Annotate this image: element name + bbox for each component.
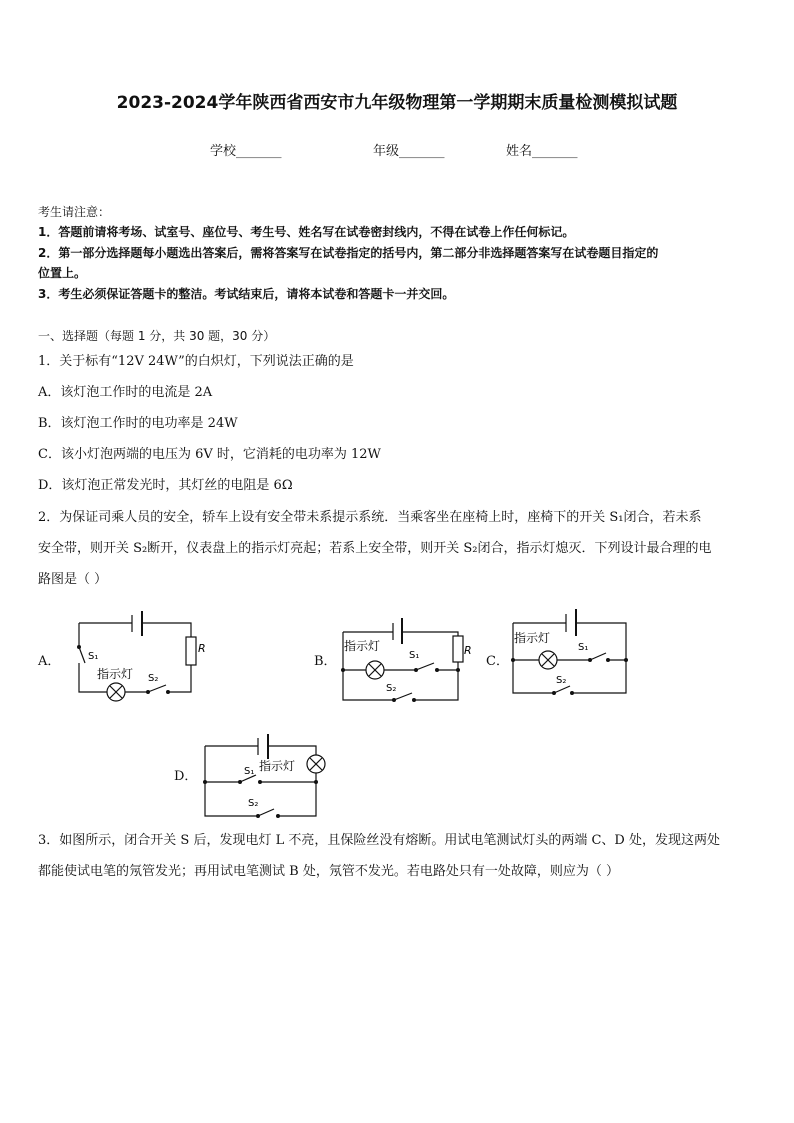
- s1-label: S₁: [244, 766, 255, 777]
- q1-option-d: D．该灯泡正常发光时，其灯丝的电阻是 6Ω: [38, 478, 293, 493]
- s2-label: S₂: [248, 798, 259, 809]
- s1-label: S₁: [88, 651, 99, 662]
- r-label: R: [198, 642, 206, 655]
- page-title: 2023-2024学年陕西省西安市九年级物理第一学期期末质量检测模拟试题: [116, 93, 678, 113]
- s2-label: S₂: [556, 675, 567, 686]
- notice-item-3: 3．考生必须保证答题卡的整洁。考试结束后，请将本试卷和答题卡一并交回。: [38, 287, 455, 301]
- r-label: R: [464, 644, 472, 657]
- q1-stem: 1．关于标有“12V 24W”的白炽灯，下列说法正确的是: [38, 354, 354, 369]
- q2-option-a-label: A．: [38, 654, 61, 669]
- s1-label: S₁: [578, 642, 589, 653]
- lamp-label: 指示灯: [97, 667, 134, 681]
- q1-option-b: B．该灯泡工作时的电功率是 24W: [38, 416, 238, 431]
- notice-item-2: 2．第一部分选择题每小题选出答案后，需将答案写在试卷指定的括号内，第二部分非选择题答案写在试卷题目指定的: [38, 246, 659, 260]
- grade-field: 年级_______: [373, 144, 445, 159]
- lamp-label: 指示灯: [344, 639, 381, 653]
- s2-label: S₂: [148, 673, 159, 684]
- q1-option-a: A．该灯泡工作时的电流是 2A: [38, 385, 213, 400]
- notice-item-2-cont: 位置上。: [38, 266, 87, 280]
- q2-option-b-label: B．: [314, 654, 337, 669]
- q2-stem-line1: 2．为保证司乘人员的安全，轿车上设有安全带未系提示系统．当乘客坐在座椅上时，座椅下的开关 S₁闭合，若未系: [38, 510, 702, 525]
- section-heading: 一、选择题（每题 1 分，共 30 题，30 分）: [38, 329, 276, 343]
- circuit-diagram-c: [506, 605, 636, 700]
- lamp-label: 指示灯: [259, 759, 296, 773]
- q1-option-c: C．该小灯泡两端的电压为 6V 时，它消耗的电功率为 12W: [38, 447, 381, 462]
- q3-stem-line2: 都能使试电笔的氖管发光；再用试电笔测试 B 处，氖管不发光。若电路处只有一处故障，则应为（ ）: [38, 864, 619, 879]
- circuit-diagram-a: [70, 605, 210, 705]
- q3-stem-line1: 3．如图所示，闭合开关 S 后，发现电灯 L 不亮，且保险丝没有熔断。用试电笔测试灯头的两端 C、D 处，发现这两处: [38, 833, 720, 848]
- q2-option-c-label: C．: [486, 654, 509, 669]
- s1-label: S₁: [409, 650, 420, 661]
- q2-stem-line2: 安全带，则开关 S₂断开，仪表盘上的指示灯亮起；若系上安全带，则开关 S₂闭合，指示灯熄灭．下列设计最合理的电: [38, 541, 712, 556]
- name-field: 姓名_______: [506, 144, 578, 159]
- q2-option-d-label: D．: [174, 769, 198, 784]
- lamp-label: 指示灯: [514, 631, 551, 645]
- s2-label: S₂: [386, 683, 397, 694]
- notice-heading: 考生请注意：: [38, 205, 111, 219]
- notice-item-1: 1．答题前请将考场、试室号、座位号、考生号、姓名写在试卷密封线内，不得在试卷上作任何标记。: [38, 225, 575, 239]
- circuit-diagram-d: [198, 734, 338, 824]
- school-field: 学校_______: [210, 144, 282, 159]
- q2-stem-line3: 路图是（ ）: [38, 572, 108, 587]
- circuit-diagram-b: [336, 612, 476, 712]
